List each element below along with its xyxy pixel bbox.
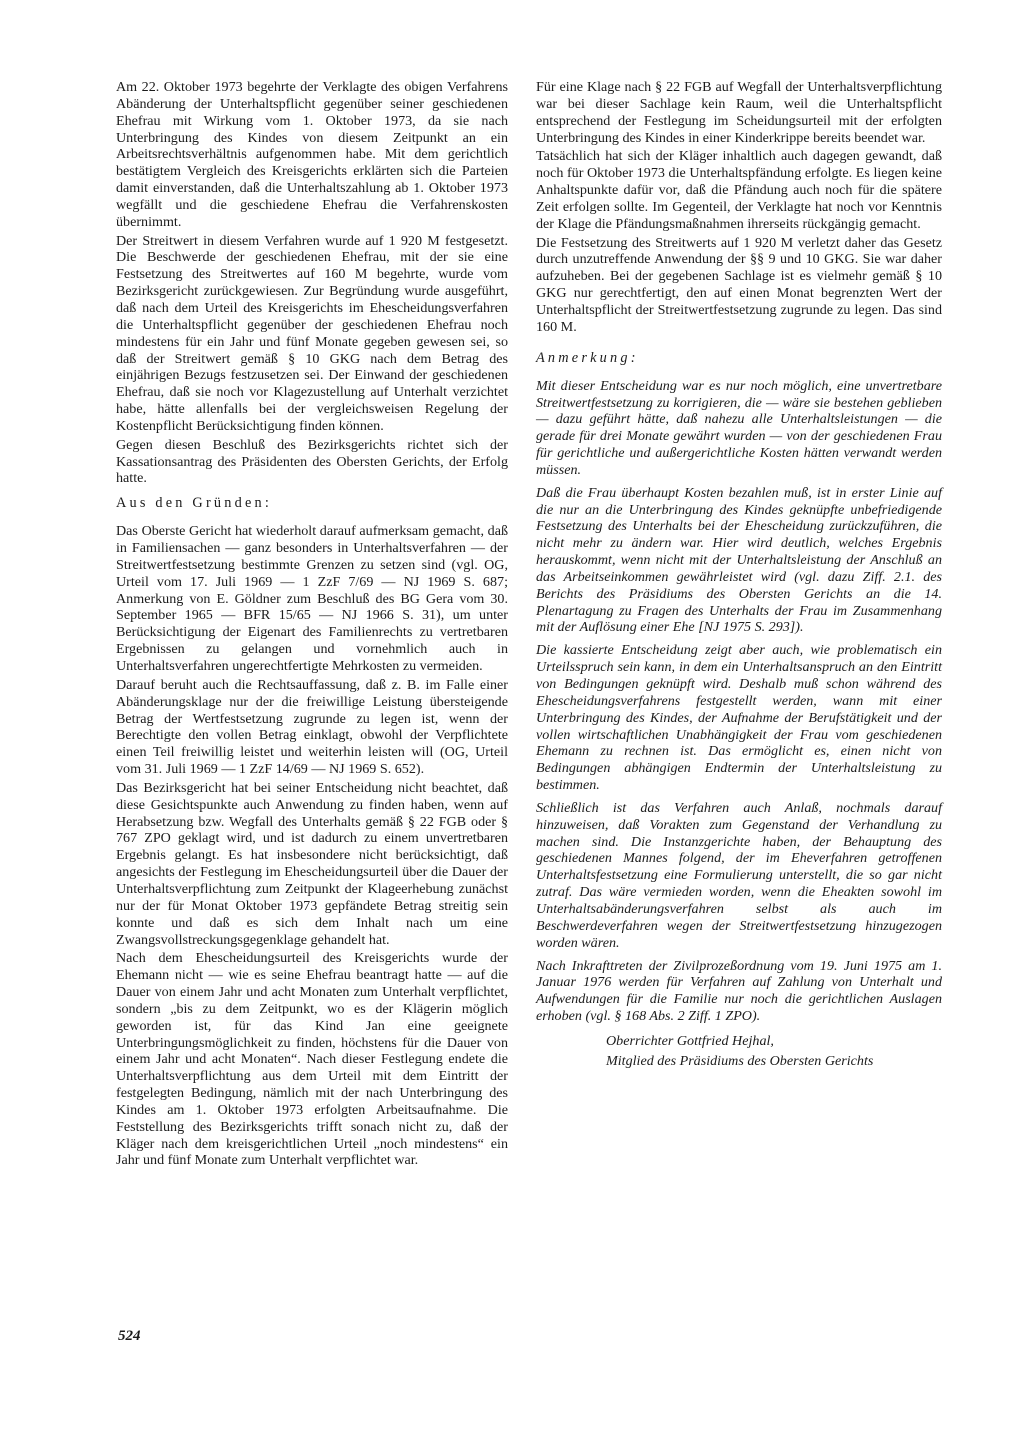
signature-role: Mitglied des Präsidiums des Obersten Gerichts (606, 1052, 874, 1069)
annotation-paragraph: Mit dieser Entscheidung war es nur noch möglich, eine unvertretbare Streitwertfestsetzung zu korrigieren, die — wäre sie bestehen geblieben — dazu geführt hätte, daß nahezu alle Unterhaltsleistungen — die gerade für drei Monate gewährt wurden — von der geschiedenen Frau für gerichtliche und außergerichtliche Kosten hätten verwandt werden müssen. (536, 377, 942, 478)
left-column (116, 79, 508, 1171)
annotation-block (536, 378, 942, 1025)
signature-name: Oberrichter Gottfried Hejhal, (606, 1032, 774, 1049)
paragraph: Das Oberste Gericht hat wiederholt darauf aufmerksam gemacht, daß in Familiensachen — ganz besonders in Unterhaltsverfahren — der Streitwertfestsetzung bestimmte Grenzen zu setzen sind (vgl. OG, Urteil vom 17. Juli 1969 — 1 ZzF 7/69 — NJ 1969 S. 687; Anmerkung von E. Göldner zum Beschluß des BG Gera vom 30. September 1965 — BFR 15/65 — NJ 1966 S. 31), um unter Berücksichtigung der Eigenart des Familienrechts zu vertretbaren Ergebnissen zu gelangen und vornehmlich auch in Unterhaltsverfahren ungerechtfertigte Mehrkosten zu vermeiden. (116, 523, 508, 674)
paragraph: Der Streitwert in diesem Verfahren wurde auf 1 920 M festgesetzt. Die Beschwerde der geschiedenen Ehefrau, mit der sie eine Festsetzung des Streitwertes auf 160 M begehrte, wurde vom Bezirksgericht zurückgewiesen. Zur Begründung wurde ausgeführt, daß nach dem Urteil des Kreisgerichts im Ehescheidungsverfahren die Unterhaltspflicht gegenüber der geschiedenen Ehefrau noch mindestens für ein Jahr und fünf Monate gegeben gewesen sei, so daß der Streitwert gemäß § 10 GKG nach dem Betrag des einjährigen Bezugs festzusetzen sei. Der Einwand der geschiedenen Ehefrau, daß sie noch vor Klagezustellung auf Unterhalt verzichtet habe, hätte allenfalls bei der vergleichsweisen Regelung der Kostenpflicht Berücksichtigung finden können. (116, 232, 508, 434)
paragraph: Für eine Klage nach § 22 FGB auf Wegfall der Unterhaltsverpflichtung war bei dieser Sachlage kein Raum, weil die Unterhaltspflicht entsprechend der Festlegung im Scheidungsurteil mit der erfolgten Unterbringung des Kindes in einer Kinderkrippe bereits beendet war. (536, 79, 942, 146)
annotation-paragraph: Die kassierte Entscheidung zeigt aber auch, wie problematisch ein Urteilsspruch sein kann, in dem ein Unterhaltsanspruch an den Eintritt von Bedingungen geknüpft wird. Deshalb muß schon während des Ehescheidungsverfahrens festgestellt werden, wann mit einer Unterbringung des Kindes, der Aufnahme der Berufstätigkeit und der vollen wirtschaftlichen Unabhängigkeit der Frau vom geschiedenen Ehemann zu rechnen ist. Das ermöglicht es, einen nicht von Bedingungen abhängigen Endtermin der Unterhaltsleistung zu bestimmen. (536, 642, 942, 794)
paragraph: Die Festsetzung des Streitwerts auf 1 920 M verletzt daher das Gesetz durch unzutreffende Anwendung der §§ 9 und 10 GKG. Sie war daher aufzuheben. Bei der gegebenen Sachlage ist es vielmehr gemäß § 10 GKG nur gerechtfertigt, den auf einen Monat begrenzten Wert der Unterhaltspflicht der Streitwertfestsetzung zugrunde zu legen. Das sind 160 M. (536, 234, 942, 335)
page-number: 524 (118, 1328, 141, 1344)
annotation-paragraph: Nach Inkrafttreten der Zivilprozeßordnung vom 19. Juni 1975 am 1. Januar 1976 werden für Verfahren auf Zahlung von Unterhalt und Aufwendungen für die Familie nur noch die gerichtlichen Auslagen erhoben (vgl. § 168 Abs. 2 Ziff. 1 ZPO). (536, 957, 942, 1025)
annotation-paragraph: Daß die Frau überhaupt Kosten bezahlen muß, ist in erster Linie auf die nur an die Unterbringung des Kindes geknüpfte unbefriedigende Festsetzung des Unterhalts bei der Ehescheidung zurückzuführen, die nicht mehr zu ändern war. Hier wird deutlich, welches Ergebnis herauskommt, wenn nicht mit der Unterhaltsleistung der Anschluß an das Arbeitseinkommen gewährleistet wird (vgl. dazu Ziff. 2.1. des Berichts des Präsidiums des Obersten Gerichts an die 14. Plenartagung zu Fragen des Unterhalts der Frau im Zusammenhang mit der Auflösung einer Ehe [NJ 1975 S. 293]). (536, 484, 942, 636)
annotation-paragraph: Schließlich ist das Verfahren auch Anlaß, nochmals darauf hinzuweisen, daß Vorakten zum Gegenstand der Verhandlung zu machen sind. Die Instanzgerichte haben, der Behauptung des geschiedenen Mannes folgend, der im Eheverfahren getroffenen Unterhaltsfestsetzung eine Formulierung unterstellt, die so gar nicht zutraf. Das wäre vermieden worden, wenn die Eheakten sowohl im Unterhaltsabänderungsverfahren selbst als auch im Beschwerdeverfahren wegen der Streitwertfestsetzung hinzugezogen worden wären. (536, 799, 942, 951)
section-heading-anmerkung: Anmerkung: (536, 349, 639, 366)
paragraph: Gegen diesen Beschluß des Bezirksgerichts richtet sich der Kassationsantrag des Präsidenten des Obersten Gerichts, der Erfolg hatte. (116, 436, 508, 487)
paragraph: Das Bezirksgericht hat bei seiner Entscheidung nicht beachtet, daß diese Gesichtspunkte auch Anwendung zu finden haben, wenn auf Herabsetzung bzw. Wegfall des Unterhalts gemäß § 22 FGB oder § 767 ZPO geklagt wird, und ist dadurch zu einem unvertretbaren Ergebnis gelangt. Es hat insbesondere nicht berücksichtigt, daß angesichts der Festlegung im Ehescheidungsurteil über die Dauer der Unterhaltsverpflichtung zum Zeitpunkt der Klageerhebung zunächst nur der für Monat Oktober 1973 gepfändete Betrag streitig sein konnte und daß es sich dem Inhalt nach um eine Zwangsvollstreckungsgegenklage gehandelt hat. (116, 779, 508, 948)
paragraph: Darauf beruht auch die Rechtsauffassung, daß z. B. im Falle einer Abänderungsklage nur der die freiwillige Leistung übersteigende Betrag der Wertfestsetzung zugrunde zu legen ist, wenn der Berechtigte den vollen Betrag einklagt, obwohl der Verpflichtete einen Teil freiwillig leistet und weiterhin leisten will (OG, Urteil vom 31. Juli 1969 — 1 ZzF 14/69 — NJ 1969 S. 652). (116, 676, 508, 778)
right-column (536, 79, 942, 1071)
paragraph: Nach dem Ehescheidungsurteil des Kreisgerichts wurde der Ehemann nicht — wie es seine Ehefrau beantragt hatte — auf die Dauer von einem Jahr und acht Monaten zum Unterhalt verpflichtet, sondern „bis zu dem Zeitpunkt, wo es der Klägerin möglich geworden ist, für das Kind Jan eine geeignete Unterbringungsmöglichkeit zu finden, höchstens für die Dauer von einem Jahr und acht Monaten“. Nach dieser Festlegung endete die Unterhaltsverpflichtung aus dem Urteil mit dem Eintritt der festgelegten Bedingung, nämlich mit der nach Unterbringung des Kindes am 1. Oktober 1973 erfolgten Arbeitsaufnahme. Die Feststellung des Bezirksgerichts trifft sonach nicht zu, daß der Kläger nach dem kreisgerichtlichen Urteil „noch mindestens“ ein Jahr und fünf Monate zum Unterhalt verpflichtet war. (116, 950, 508, 1169)
section-heading-gruende: Aus den Gründen: (116, 495, 273, 512)
paragraph: Am 22. Oktober 1973 begehrte der Verklagte des obigen Verfahrens Abänderung der Unterhaltspflicht gegenüber seiner geschiedenen Ehefrau mit Wirkung vom 1. Oktober 1973, da sie nach Unterbringung des Kindes von diesem Zeitpunkt an ein Arbeitsrechtsverhältnis aufgenommen habe. Mit dem gerichtlich bestätigtem Vergleich des Kreisgerichts erklärten sich die Parteien damit einverstanden, daß die Unterhaltszahlung ab 1. Oktober 1973 wegfällt und die geschiedene Ehefrau die Verfahrenskosten übernimmt. (116, 79, 508, 230)
paragraph: Tatsächlich hat sich der Kläger inhaltlich auch dagegen gewandt, daß noch für Oktober 1973 die Unterhaltspfändung erfolgte. Es liegen keine Anhaltspunkte dafür vor, daß die Pfändung auch noch für die spätere Zeit erfolgen sollte. Im Gegenteil, der Verklagte hat noch vor Kenntnis der Klage die Pfändungsmaßnahmen ihrerseits rückgängig gemacht. (536, 148, 942, 232)
